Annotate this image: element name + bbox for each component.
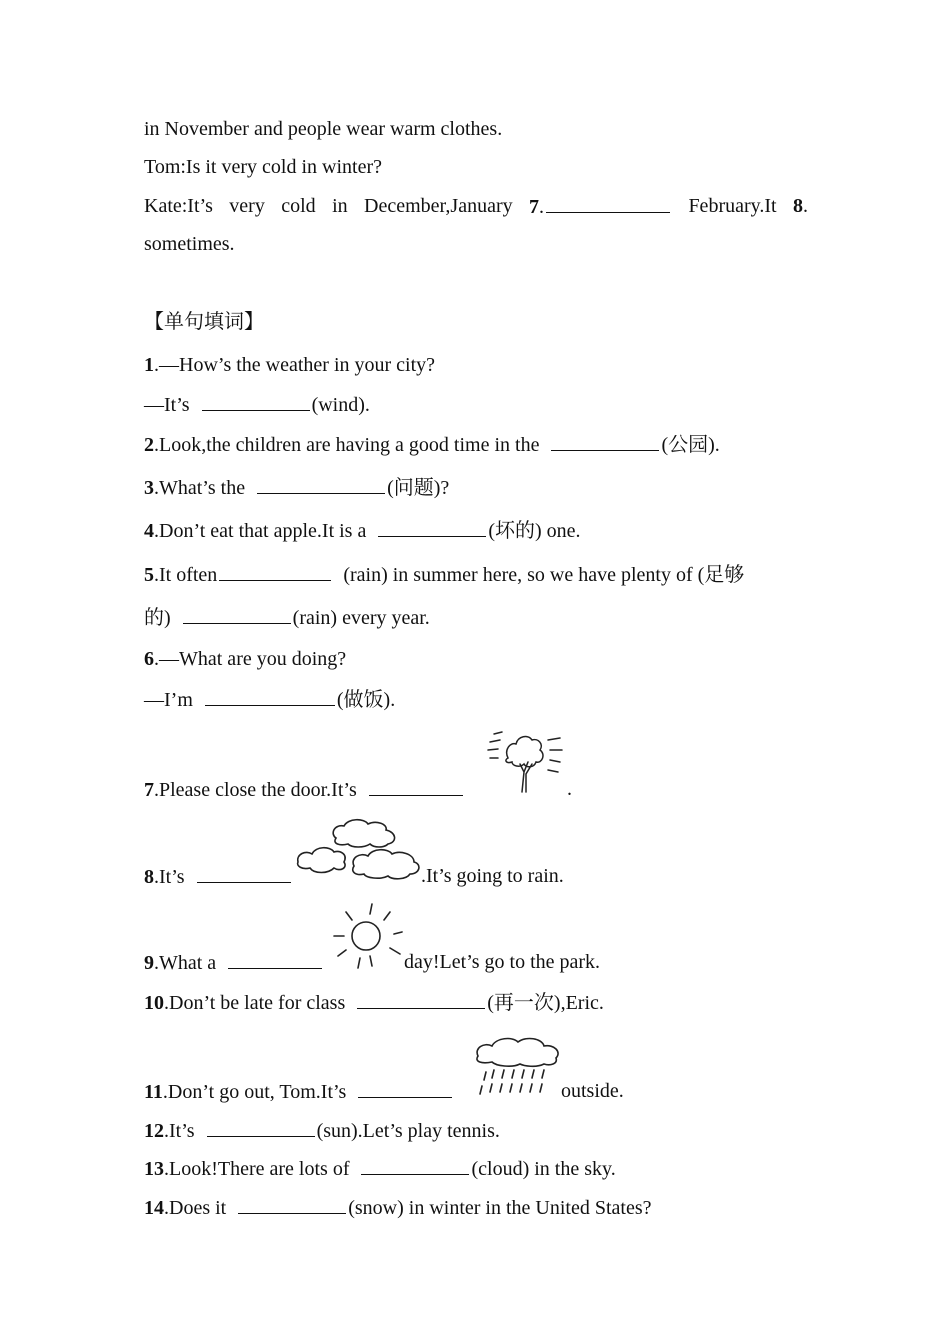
question-number: 7 — [144, 779, 154, 801]
hint-text: (公园). — [661, 434, 720, 456]
question-number: 12 — [144, 1120, 164, 1142]
question-4 — [144, 518, 581, 543]
question-8-end: .It’s going to rain. — [421, 865, 564, 887]
question-text: .Please close the door.It’s — [154, 779, 357, 801]
question-number: 1 — [144, 354, 154, 376]
hint-text: (rain) every year. — [292, 607, 430, 629]
blank-8-group: 8. — [792, 195, 808, 217]
answer-blank[interactable] — [238, 1195, 346, 1214]
question-7-end: . — [567, 778, 572, 800]
question-number: 8 — [792, 195, 803, 217]
answer-blank[interactable] — [228, 950, 322, 969]
answer-blank[interactable] — [205, 687, 335, 706]
question-text: .Don’t be late for class — [164, 992, 346, 1014]
question-text: .It often — [154, 564, 218, 586]
answer-blank[interactable] — [369, 777, 463, 796]
question-number: 7 — [529, 196, 540, 218]
question-3 — [144, 475, 449, 500]
question-1-answer — [144, 392, 370, 417]
kate-word: very — [229, 195, 265, 217]
answer-blank[interactable] — [357, 990, 485, 1009]
question-10 — [144, 990, 604, 1015]
question-13 — [144, 1156, 616, 1181]
kate-word: February.It — [688, 195, 777, 217]
windy-tree-icon — [486, 728, 566, 796]
question-text: .It’s — [164, 1120, 195, 1142]
dialogue-line-1: in November and people wear warm clothes. — [144, 118, 503, 140]
kate-word: December,January — [364, 195, 513, 217]
dialogue-line-kate — [144, 194, 808, 219]
hint-text: (cloud) in the sky. — [471, 1158, 616, 1180]
hint-text: (wind). — [311, 394, 370, 416]
question-number: 5 — [144, 564, 154, 586]
question-6-answer — [144, 687, 395, 712]
blank-7-group: 7. — [529, 194, 672, 219]
question-number: 11 — [144, 1081, 163, 1103]
question-text: .It’s — [154, 866, 185, 888]
question-number: 8 — [144, 866, 154, 888]
question-number: 14 — [144, 1197, 164, 1219]
answer-blank[interactable] — [546, 194, 670, 213]
answer-blank[interactable] — [378, 518, 486, 537]
question-number: 2 — [144, 434, 154, 456]
question-text: .—How’s the weather in your city? — [154, 354, 436, 376]
clouds-icon — [296, 816, 422, 886]
question-8 — [144, 864, 293, 889]
answer-blank[interactable] — [257, 475, 385, 494]
question-5 — [144, 562, 744, 587]
answer-blank[interactable] — [207, 1118, 315, 1137]
question-2 — [144, 432, 720, 457]
rain-cloud-icon — [472, 1034, 564, 1102]
question-text: .Don’t eat that apple.It is a — [154, 520, 367, 542]
question-text: 的) — [144, 607, 171, 629]
question-9 — [144, 950, 324, 975]
question-number: 13 — [144, 1158, 164, 1180]
kate-word: in — [332, 195, 348, 217]
question-9-end: day!Let’s go to the park. — [404, 951, 601, 973]
hint-text: (snow) in winter in the United States? — [348, 1197, 652, 1219]
question-text: .Does it — [164, 1197, 227, 1219]
question-7 — [144, 777, 465, 802]
question-number: 10 — [144, 992, 164, 1014]
hint-text: (问题)? — [387, 477, 450, 499]
dialogue-line-4: sometimes. — [144, 233, 235, 255]
question-6 — [144, 647, 346, 671]
question-1 — [144, 353, 435, 377]
question-text: .Look!There are lots of — [164, 1158, 350, 1180]
kate-word: cold — [281, 195, 316, 217]
question-11-end: outside. — [561, 1080, 624, 1102]
question-text: .—What are you doing? — [154, 648, 347, 670]
hint-text: (坏的) one. — [488, 520, 581, 542]
answer-prefix: —It’s — [144, 394, 190, 416]
question-5-line-2 — [144, 605, 430, 630]
hint-text: (再一次),Eric. — [487, 992, 604, 1014]
question-text: (rain) in summer here, so we have plenty of (足够 — [343, 564, 745, 586]
answer-blank[interactable] — [219, 562, 331, 581]
question-text: .What’s the — [154, 477, 246, 499]
question-text: .Don’t go out, Tom.It’s — [162, 1081, 347, 1103]
hint-text: (做饭). — [336, 689, 396, 711]
answer-prefix: —I’m — [144, 689, 193, 711]
question-number: 6 — [144, 648, 154, 670]
question-number: 9 — [144, 952, 154, 974]
question-12 — [144, 1118, 500, 1143]
kate-word: Kate:It’s — [144, 195, 213, 217]
answer-blank[interactable] — [197, 864, 291, 883]
question-number: 4 — [144, 520, 154, 542]
dialogue-line-tom: Tom:Is it very cold in winter? — [144, 156, 382, 178]
hint-text: (sun).Let’s play tennis. — [316, 1120, 500, 1142]
sun-icon — [328, 900, 408, 972]
answer-blank[interactable] — [358, 1079, 452, 1098]
question-text: .What a — [154, 952, 217, 974]
question-11 — [144, 1079, 454, 1104]
question-text: .Look,the children are having a good time in the — [154, 434, 540, 456]
answer-blank[interactable] — [183, 605, 291, 624]
answer-blank[interactable] — [551, 432, 659, 451]
answer-blank[interactable] — [202, 392, 310, 411]
question-number: 3 — [144, 477, 154, 499]
answer-blank[interactable] — [361, 1156, 469, 1175]
question-14 — [144, 1195, 652, 1220]
section-title: 【单句填词】 — [144, 311, 264, 333]
